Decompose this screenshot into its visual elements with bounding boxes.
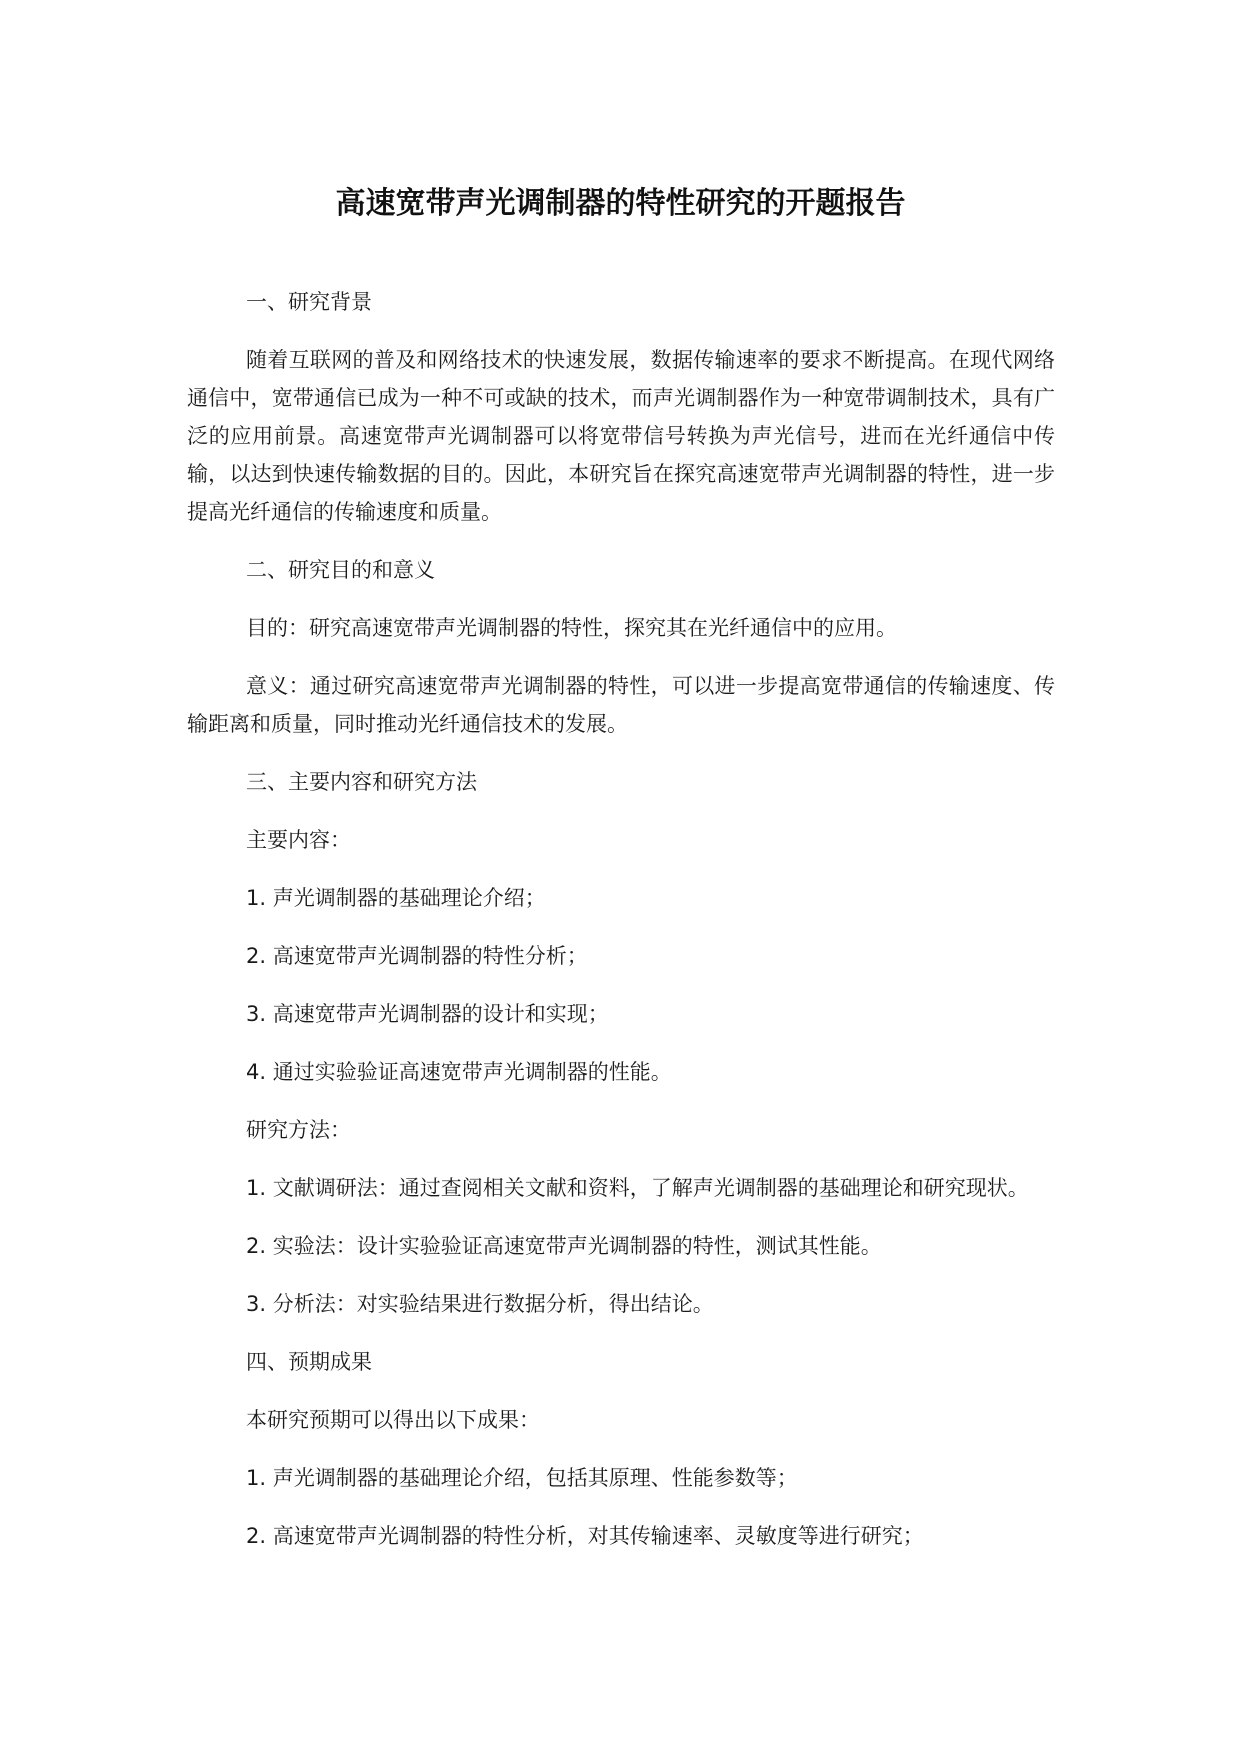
- section-heading-purpose: 二、研究目的和意义: [246, 558, 435, 582]
- list-item: 1. 声光调制器的基础理论介绍；: [246, 886, 546, 910]
- list-item: 1. 文献调研法：通过查阅相关文献和资料，了解声光调制器的基础理论和研究现状。: [246, 1176, 1029, 1200]
- section-heading-content-methods: 三、主要内容和研究方法: [246, 770, 477, 794]
- list-item: 2. 实验法：设计实验验证高速宽带声光调制器的特性，测试其性能。: [246, 1234, 882, 1258]
- document-body: [187, 283, 1055, 1575]
- list-item: 3. 高速宽带声光调制器的设计和实现；: [246, 1002, 609, 1026]
- section-heading-expected-results: 四、预期成果: [246, 1350, 372, 1374]
- paragraph-purpose: 目的：研究高速宽带声光调制器的特性，探究其在光纤通信中的应用。: [246, 616, 897, 640]
- list-item: 2. 高速宽带声光调制器的特性分析；: [246, 944, 588, 968]
- list-item: 4. 通过实验验证高速宽带声光调制器的性能。: [246, 1060, 672, 1084]
- paragraph-significance: 意义：通过研究高速宽带声光调制器的特性，可以进一步提高宽带通信的传输速度、传输距离和质量，同时推动光纤通信技术的发展。: [187, 674, 1055, 736]
- paragraph-background: 随着互联网的普及和网络技术的快速发展，数据传输速率的要求不断提高。在现代网络通信中，宽带通信已成为一种不可或缺的技术，而声光调制器作为一种宽带调制技术，具有广泛的应用前景。高速宽带声光调制器可以将宽带信号转换为声光信号，进而在光纤通信中传输，以达到快速传输数据的目的。因此，本研究旨在探究高速宽带声光调制器的特性，进一步提高光纤通信的传输速度和质量。: [187, 348, 1055, 524]
- list-item: 2. 高速宽带声光调制器的特性分析，对其传输速率、灵敏度等进行研究；: [246, 1524, 924, 1548]
- paragraph-expected-intro: 本研究预期可以得出以下成果：: [246, 1408, 540, 1432]
- list-item: 3. 分析法：对实验结果进行数据分析，得出结论。: [246, 1292, 714, 1316]
- section-heading-background: 一、研究背景: [246, 290, 372, 314]
- list-item: 1. 声光调制器的基础理论介绍，包括其原理、性能参数等；: [246, 1466, 798, 1490]
- document-title: 高速宽带声光调制器的特性研究的开题报告: [335, 186, 906, 221]
- subheading-methods: 研究方法：: [246, 1118, 351, 1142]
- subheading-main-content: 主要内容：: [246, 828, 351, 852]
